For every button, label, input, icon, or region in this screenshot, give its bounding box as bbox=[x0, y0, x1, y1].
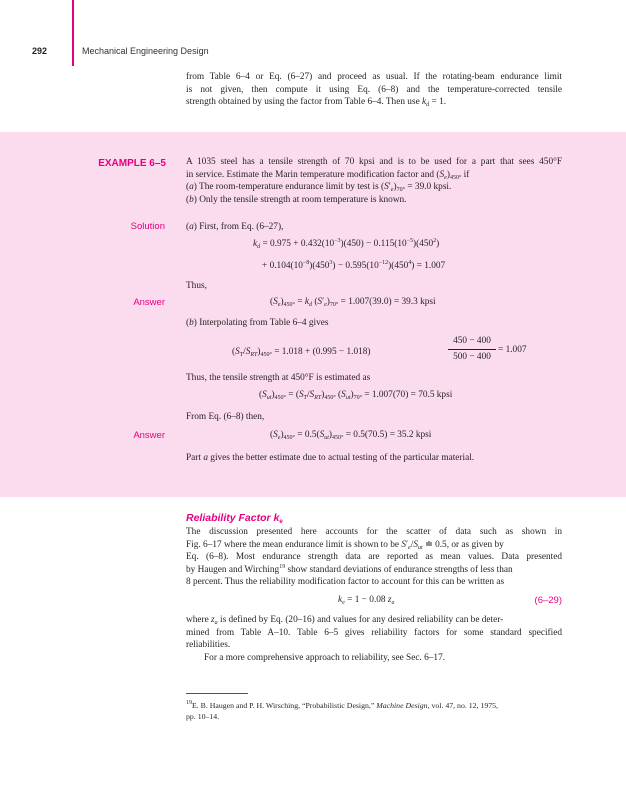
p1-line-5: 8 percent. Thus the reliability modification factor to account for this can be written as bbox=[186, 577, 505, 587]
p1-line-3: Eq. (6–8). Most endurance strength data are reported as mean values. Data presented bbox=[186, 552, 562, 562]
intro-paragraph bbox=[186, 71, 562, 109]
p2-line-2: mined from Table A–10. Table 6–5 gives reliability factors for some standard specified bbox=[186, 627, 562, 638]
section-title: Reliability Factor $k_e$ bbox=[186, 512, 283, 525]
footnote-rule bbox=[186, 693, 248, 694]
header-vertical-rule bbox=[72, 0, 74, 66]
intro-line-2: is not given, then compute it using Eq. (6–8) and the temperature-corrected tensile bbox=[186, 84, 562, 95]
statement-line-1: A 1035 steel has a tensile strength of 70 kpsi and is to be used for a part that sees 450°F bbox=[186, 157, 562, 167]
tensile-estimate-intro: Thus, the tensile strength at 450°F is estimated as bbox=[186, 373, 371, 383]
p1-line-2: Fig. 6–17 where the mean endurance limit is shown to be $S'_e/S_{ut}$ ≐ 0.5, or as given by bbox=[186, 539, 504, 551]
intro-line-1: from Table 6–4 or Eq. (6–27) and proceed as usual. If the rotating-beam endurance limit bbox=[186, 72, 562, 82]
p1-line-1: The discussion presented here accounts for the scatter of data such as shown in bbox=[186, 527, 562, 537]
thus-text: Thus, bbox=[186, 281, 207, 291]
answer-label-2: Answer bbox=[133, 430, 165, 441]
answer-2-equation: $(S_e)_{450^\circ} = 0.5(S_{ut})_{450^\circ} = 0.5(70.5) = 35.2$ kpsi bbox=[270, 430, 432, 441]
solution-a-intro: (a) First, from Eq. (6–27), bbox=[186, 222, 284, 232]
statement-line-2: in service. Estimate the Marin temperature modification factor and $(S_e)_{450^\circ}$ if bbox=[186, 169, 470, 181]
p2-line-1: where $z_a$ is defined by Eq. (20–16) and values for any desired reliability can be deter- bbox=[186, 615, 504, 626]
footnote-line-1: $^{19}$E. B. Haugen and P. H. Wirsching, “Probabilistic Design,” Machine Design, vol. 47, no. 12, 1975, bbox=[186, 700, 498, 710]
solution-label: Solution bbox=[130, 221, 165, 232]
equation-number: (6–29) bbox=[534, 595, 562, 606]
interp-numerator: 450 − 400 bbox=[453, 336, 491, 346]
solution-b-intro: (b) Interpolating from Table 6–4 gives bbox=[186, 318, 329, 328]
part-b: (b) Only the tensile strength at room temperature is known. bbox=[186, 194, 407, 205]
interp-denominator: 500 − 400 bbox=[453, 352, 491, 362]
kd-equation-line-1: $k_d = 0.975 + 0.432(10^{-3})(450) - 0.115(10^{-5})(450^2)$ bbox=[253, 238, 440, 250]
book-title: Mechanical Engineering Design bbox=[82, 46, 209, 56]
conclusion-text: Part a gives the better estimate due to actual testing of the particular material. bbox=[186, 453, 475, 463]
reliability-paragraph-1 bbox=[186, 526, 562, 589]
p3-line: For a more comprehensive approach to reliability, see Sec. 6–17. bbox=[204, 652, 446, 663]
example-label: EXAMPLE 6–5 bbox=[98, 158, 166, 169]
footnote bbox=[186, 700, 566, 722]
kd-equation-line-2: + $0.104(10^{-8})(450^3) - 0.595(10^{-12})(450^4) = 1.007$ bbox=[262, 260, 446, 271]
p1-line-4: by Haugen and Wirching$^{19}$ show standard deviations of endurance strengths of less than bbox=[186, 563, 513, 575]
from-eq-text: From Eq. (6–8) then, bbox=[186, 412, 265, 422]
p2-line-3: reliabilities. bbox=[186, 640, 231, 650]
example-statement bbox=[186, 156, 562, 206]
answer-1-equation: $(S_e)_{450^\circ} = k_d$ $(S'_e)_{70^\circ} = 1.007(39.0) = 39.3$ kpsi bbox=[270, 297, 436, 308]
page-number: 292 bbox=[32, 46, 48, 56]
answer-label-1: Answer bbox=[133, 297, 165, 308]
interp-result: = 1.007 bbox=[498, 345, 527, 355]
part-a: (a) The room-temperature endurance limit by test is $(S'_e)_{70^\circ} = 39.0$ kpsi. bbox=[186, 182, 452, 193]
ke-equation: $k_e = 1 - 0.08$ $z_a$ bbox=[338, 595, 395, 606]
intro-line-3: strength obtained by using the factor from Table 6–4. Then use $k_d = 1$. bbox=[186, 97, 447, 108]
fraction-bar bbox=[448, 349, 496, 350]
footnote-line-2: pp. 10–14. bbox=[186, 712, 220, 721]
sut-equation: $(S_{ut})_{450^\circ} = (S_T/S_{RT})_{450^\circ}$ $(S_{ut})_{70^\circ} = 1.007(70) = 70.5$ kpsi bbox=[259, 390, 453, 401]
reliability-paragraph-2 bbox=[186, 614, 562, 664]
interp-lhs: $(S_T/S_{RT})_{450^\circ} = 1.018 + (0.995 - 1.018)$ bbox=[232, 347, 371, 358]
